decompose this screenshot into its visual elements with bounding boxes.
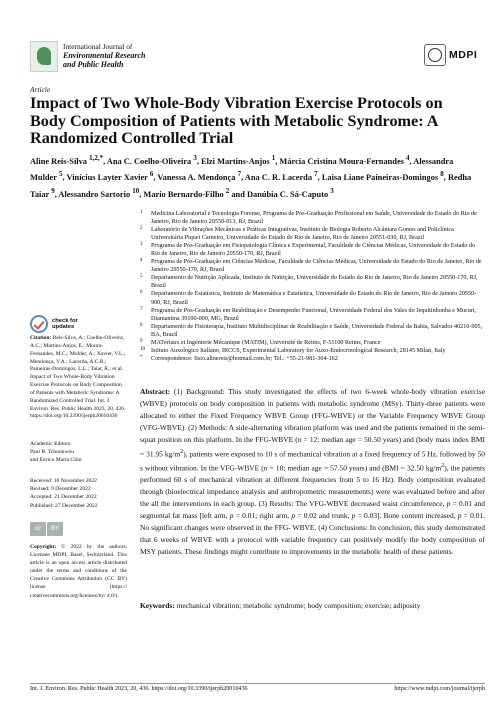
affiliation-item (140, 290, 485, 306)
affiliation-item (140, 210, 485, 226)
journal-name-prefix: International Journal of (63, 42, 133, 51)
citation-label: Citation: (30, 335, 52, 341)
cc-icon: cc (30, 522, 46, 536)
affiliation-number: 1 (140, 210, 143, 215)
date-revised: Revised: 9 December 2022 (30, 486, 91, 493)
affiliation-item (140, 307, 485, 323)
affiliation-text: Programa de Pós-Graduação em Fisiopatologia Clínica e Experimental, Faculdade de Ciências Médicas, Universidade do Estado do Rio de Janeiro, Rio de Janeiro 20550-170, RJ, Brazil (151, 243, 476, 258)
check-for-updates-button[interactable] (30, 315, 78, 333)
footer-divider (30, 683, 485, 684)
article-title: Impact of Two Whole-Body Vibration Exercise Protocols on Body Composition of Patients with Metabolic Syndrome: A Randomized Controlled Trial (30, 94, 443, 147)
check-updates-line1: check for (52, 317, 78, 324)
citation-block (30, 335, 127, 421)
affiliation-text: Istituto Auxologico Italiano, IRCCS, Experimental Laboratory for Auxo-Endocrinological Research, 28145 Milan, Italy (151, 347, 446, 354)
affiliation-number: 7 (140, 306, 143, 312)
journal-name-line1: Environmental Research (63, 51, 146, 60)
publisher-logo (424, 44, 477, 66)
keywords-label: Keywords: (140, 601, 175, 610)
date-published: Published: 27 December 2022 (30, 502, 98, 509)
citation-text: Reis-Silva, A.; Coelho-Oliveira, A.C.; Martins-Anjos, E.; Moura-Fernandes, M.C.; Mulder, A.; Xavier, V.L.; Mendonça, V.A.; Lacerda, A.C.R.; Paineiras-Domingos, L.L.; Taiar, R.; et al. Impact of Two Whole-Body Vibration Exercise Protocols on Body Composition of Patients with Metabolic Syndrome: A Randomized Controlled Trial. Int. J. Environ. Res. Public Health 2023, 20, 436. https://doi.org/10.3390/ijerph20010436 (30, 335, 126, 420)
leaf-icon (37, 47, 51, 65)
affiliation-text: MATériaux et Ingénierie Mécanique (MATIM), Université de Reims, F-51100 Reims, France (151, 339, 381, 346)
affiliation-item (140, 339, 485, 347)
affiliation-text: Departamento de Estatística, Instituto de Matemática e Estatística, Universidade do Estado do Rio de Janeiro, Rio de Janeiro 20550-900, RJ, Brazil (151, 291, 477, 306)
affiliation-item (140, 258, 485, 274)
affiliation-item (140, 347, 485, 355)
journal-logo (30, 41, 58, 72)
by-icon: BY (47, 522, 63, 536)
publisher-name: MDPI (449, 49, 478, 61)
affiliation-number: 6 (140, 290, 143, 296)
keywords (140, 601, 485, 611)
footer-citation: Int. J. Environ. Res. Public Health 2023, 20, 436. https://doi.org/10.3390/ijerph20010436 (30, 686, 248, 692)
journal-name-line2: and Public Health (63, 60, 124, 69)
editor-name: Paul B. Tchounwou (30, 449, 75, 456)
affiliation-text: Departamento de Nutrição Aplicada, Instituto de Nutrição, Universidade do Estado do Rio de Janeiro, Rio de Janeiro 20550-170, RJ, Brazil (151, 275, 478, 290)
affiliation-number: 3 (140, 242, 143, 248)
copyright-text: © 2022 by the authors. Licensee MDPI, Basel, Switzerland. This article is an open access article distributed under the terms and conditions of the Creative Commons Attribution (CC BY) license (https:// creativecommons.org/licenses/by/ 4.0/). (30, 544, 127, 599)
affiliation-number: 8 (140, 322, 143, 328)
affiliation-item (140, 226, 485, 242)
affiliation-number: 5 (140, 274, 143, 280)
affiliation-item (140, 323, 485, 339)
date-received: Received: 10 November 2022 (30, 478, 97, 484)
author-list: Aline Reis-Silva $^{1,2,*}$, Ana C. Coelho-Oliveira $^3$, Elzi Martins-Anjos $^1$, Márcia Cristina Moura-Fernandes $^4$, Alessandra Mulder $^5$, Vinícius Layter Xavier $^6$, Vanessa A. Mendonça $^7$, Ana C. R. Lacerda $^7$, Laisa Liane Paineiras-Domingos $^8$, Redha Taiar $^9$, Alessandro Sartorio $^{10}$, Mario Bernardo-Filho $^2$ and Danúbia C. Sá-Caputo $^3$ (30, 154, 472, 199)
affiliation-text: Laboratório de Vibrações Mecânicas e Práticas Integrativas, Instituto de Biologia Roberto Alcântara Gomes and Policlínica Universitária Piquet Carneiro, Universidade do Estado do Rio de Janeiro, Rio de Janeiro 20551-030, RJ, Brazil (151, 227, 454, 242)
cc-license-badge[interactable] (30, 522, 63, 536)
academic-editors (30, 440, 127, 465)
date-accepted: Accepted: 21 December 2022 (30, 494, 97, 501)
abstract: Abstract: (1) Background: This study investigated the effects of two 6-week whole-body vibration exercise (WBVE) protocols on body composition in patients with metabolic syndrome (MSy). Thirty-three patients were allocated to either the Fixed Frequency WBVE Group (FFG-WBVE) or the Variable Frequency WBVE Group (VFG-WBVE). (2) Methods: A side-alternating vibration platform was used and the patients remained in the semi-squat position on this platform. In the FFG-WBVE (n = 12; median age = 50.50 years) and (body mass index BMI = 31.95 $kg/m^2$), patients were exposed to 10 s of mechanical vibration at a fixed frequency of 5 Hz, followed by 50 s without vibration. In the VFG-WBVE (n = 10; median age = 57.50 years) and (BMI = 32.50 $kg/m^2$), the patients performed 60 s of mechanical vibration at different frequencies from 5 to 16 Hz). Body composition evaluated through (bioelectrical impedance analysis and anthropometric measurements) were was evaluated before and after the all the interventions in each group. (3) Results: The VFG-WBVE decreased waist circumference, p = 0.01 and segmental fat mass [left arm, p = 0.01; right arm, p = 0.02 and trunk, p = 0.03]. Bone content increased, p = 0.01. No significant changes were observed in the FFG- WBVE. (4) Conclusions: In conclusion, this study demonstrated that 6 weeks of WBVE with a protocol with variable frequency can positively modify the body composition of MSY patients. These findings might contribute to improvements in the metabolic health of these patients. (140, 387, 486, 556)
affiliation-number: 10 (140, 346, 145, 352)
copyright-label: Copyright: (30, 544, 57, 550)
affiliation-item (140, 274, 485, 290)
affiliation-item (140, 242, 485, 258)
journal-name (63, 51, 145, 69)
affiliation-item (140, 355, 485, 363)
check-updates-line2: updates (52, 324, 75, 330)
affiliation-text: Correspondence: fisio.alinereis@hotmail.com.br; Tel.: +55-21-981-304-162 (151, 355, 338, 362)
keywords-text: mechanical vibration; metabolic syndrome; body composition; exercise; adiposity (176, 601, 421, 610)
mdpi-icon (424, 44, 446, 66)
check-updates-icon (30, 315, 48, 333)
affiliation-text: Programa de Pós-Graduação em Ciências Médicas, Faculdade de Ciências Médicas, Universidade do Estado do Rio de Janeiro, Rio de Janeiro 20550-170, RJ, Brazil (151, 259, 482, 274)
affiliation-text: Programa de Pós-Graduação em Reabilitação e Desempenho Funcional, Universidade Federal dos Vales do Jequitinhonha e Mucuri, Diamantina 39100-000, MG, Brazil (151, 307, 477, 322)
affiliations (140, 210, 485, 363)
article-type: Article (30, 85, 51, 94)
affiliation-text: Departamento de Fisioterapia, Instituto Multidisciplinar de Reabilitação e Saúde, Universidade Federal da Bahia, Salvador 40210-905, BA, Brazil (151, 323, 483, 338)
editor-name: and Enrico Maria Clini (30, 457, 82, 464)
affiliation-number: 4 (140, 258, 143, 264)
affiliation-number: 2 (140, 226, 143, 232)
affiliation-number: 9 (140, 338, 143, 344)
copyright-block (30, 543, 127, 600)
affiliation-text: Medicina Laboratorial e Tecnologia Forense, Programa de Pós-Graduação Profissional em Saúde, Universidade do Estado do Rio de Janeiro, Rio de Janeiro 20550-013, RJ, Brazil (151, 211, 477, 226)
publication-dates (30, 477, 127, 510)
affiliation-number: * (140, 354, 143, 360)
editors-label: Academic Editors: (30, 441, 72, 447)
footer-journal-link[interactable]: https://www.mdpi.com/journal/ijerph (394, 686, 485, 692)
